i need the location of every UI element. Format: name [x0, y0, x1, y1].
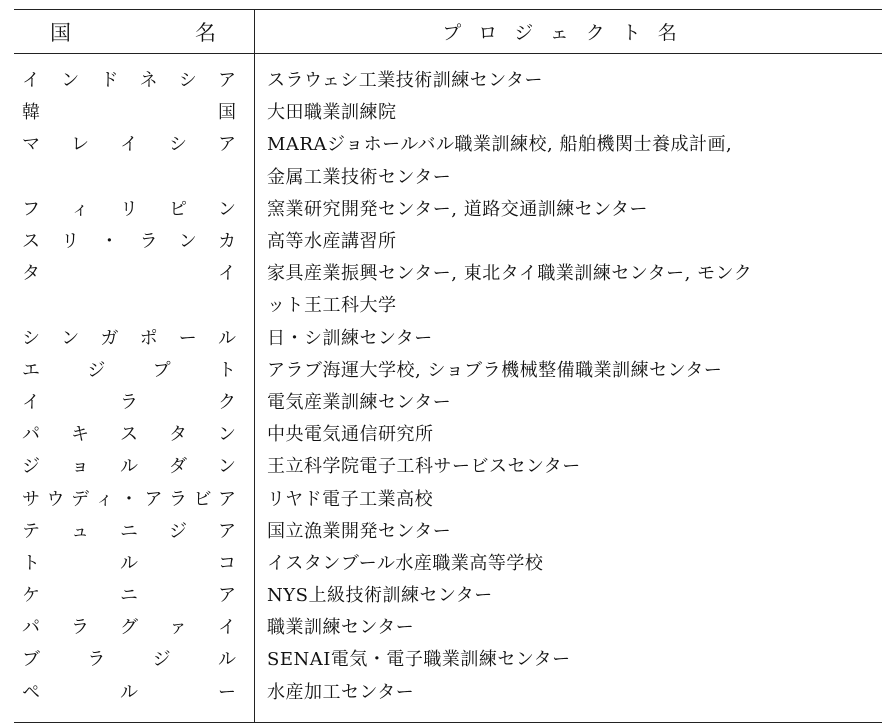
header-country-char: 国	[50, 20, 71, 45]
country-char: ス	[120, 424, 138, 446]
project-cell: ット王工科大学	[267, 295, 397, 317]
country-char: ・	[120, 488, 138, 510]
country-char: リ	[120, 198, 138, 220]
country-char: イ	[120, 134, 138, 156]
country-char: ア	[217, 70, 236, 92]
table-row	[14, 224, 882, 256]
country-char: 国	[218, 102, 236, 124]
table-row	[14, 256, 882, 288]
project-cell: 王立科学院電子工科サービスセンター	[267, 456, 581, 478]
country-char: ー	[218, 681, 236, 703]
table-row	[14, 449, 882, 481]
country-cell	[22, 675, 236, 707]
project-cell: NYS上級技術訓練センター	[267, 585, 493, 607]
country-char: ・	[100, 231, 119, 253]
table-row	[14, 127, 882, 159]
table-row	[14, 578, 882, 610]
table-row	[14, 63, 882, 95]
country-char: ン	[218, 424, 236, 446]
country-char: テ	[22, 520, 40, 542]
country-char: カ	[217, 231, 236, 253]
country-cell	[22, 417, 236, 449]
project-cell: 家具産業振興センター, 東北タイ職業訓練センター, モンク	[267, 263, 753, 285]
project-cell: 中央電気通信研究所	[267, 424, 434, 446]
country-char: ー	[178, 327, 197, 349]
country-char: ル	[217, 649, 236, 671]
table-row	[14, 417, 882, 449]
country-cell	[22, 449, 236, 481]
country-char: ペ	[22, 681, 40, 703]
country-cell	[22, 95, 236, 127]
country-char: イ	[218, 617, 236, 639]
header-project: プロジェクト名	[442, 22, 694, 44]
country-char: ク	[218, 391, 236, 413]
country-cell	[22, 192, 236, 224]
country-char: ジ	[169, 520, 187, 542]
country-char: イ	[22, 70, 40, 92]
project-cell: MARAジョホールバル職業訓練校, 船舶機関士養成計画,	[267, 134, 733, 156]
country-char: ア	[218, 520, 236, 542]
country-cell	[22, 63, 236, 95]
country-char: ト	[22, 552, 40, 574]
country-char: ビ	[193, 488, 212, 510]
country-cell	[22, 321, 236, 353]
table-body	[14, 63, 882, 707]
country-char: ン	[218, 198, 236, 220]
country-char: ル	[120, 456, 138, 478]
table-row	[14, 610, 882, 642]
table-row	[14, 353, 882, 385]
country-char: ョ	[71, 456, 89, 478]
country-char: フ	[22, 198, 40, 220]
country-char: タ	[169, 424, 187, 446]
country-char: ァ	[169, 617, 187, 639]
country-char: ニ	[120, 585, 138, 607]
country-char: ド	[100, 70, 119, 92]
country-char: サ	[22, 488, 40, 510]
country-char: ラ	[87, 649, 106, 671]
table-row	[14, 546, 882, 578]
country-char: ン	[61, 327, 80, 349]
table-row	[14, 481, 882, 513]
country-char: ガ	[100, 327, 119, 349]
country-char: タ	[22, 263, 40, 285]
table-row	[14, 675, 882, 707]
country-char: マ	[22, 134, 40, 156]
project-cell: 水産加工センター	[267, 681, 415, 703]
country-char: ィ	[71, 198, 89, 220]
country-char: イ	[22, 391, 40, 413]
table-header	[14, 10, 882, 54]
country-char: ル	[120, 681, 138, 703]
country-cell	[22, 256, 236, 288]
country-char: ン	[218, 456, 236, 478]
country-char: ジ	[22, 456, 40, 478]
country-char: ジ	[87, 359, 106, 381]
country-char: シ	[169, 134, 187, 156]
country-char: シ	[178, 70, 197, 92]
country-char: ウ	[46, 488, 65, 510]
table-row	[14, 192, 882, 224]
country-char: エ	[22, 359, 40, 381]
country-char: ィ	[95, 488, 114, 510]
country-cell	[22, 610, 236, 642]
country-cell	[22, 642, 236, 674]
header-country-char: 名	[195, 20, 216, 45]
country-char: ュ	[71, 520, 89, 542]
country-cell	[22, 514, 236, 546]
project-cell: スラウェシ工業技術訓練センター	[267, 70, 544, 92]
country-char: ポ	[139, 327, 158, 349]
country-char: ラ	[71, 617, 89, 639]
country-char: ラ	[169, 488, 187, 510]
table-row	[14, 160, 882, 192]
country-char: イ	[218, 263, 236, 285]
country-char: ル	[120, 552, 138, 574]
header-country	[14, 10, 254, 53]
country-cell	[22, 127, 236, 159]
country-cell	[22, 481, 236, 513]
country-char: レ	[71, 134, 89, 156]
country-char: コ	[218, 552, 236, 574]
table-row	[14, 514, 882, 546]
table-row	[14, 385, 882, 417]
country-char: デ	[71, 488, 89, 510]
project-cell: イスタンブール水産職業高等学校	[267, 552, 544, 574]
country-cell	[22, 353, 236, 385]
projects-table	[14, 9, 882, 723]
country-char: グ	[120, 617, 138, 639]
country-char: 韓	[22, 102, 40, 124]
country-cell	[22, 546, 236, 578]
country-char: ア	[218, 488, 236, 510]
country-char: ル	[217, 327, 236, 349]
country-char: シ	[22, 327, 40, 349]
country-char: ラ	[139, 231, 158, 253]
country-char: ン	[61, 70, 80, 92]
project-cell: リヤド電子工業高校	[267, 488, 434, 510]
country-char: リ	[61, 231, 80, 253]
project-cell: 金属工業技術センター	[267, 166, 452, 188]
table-row	[14, 642, 882, 674]
country-char: ス	[22, 231, 40, 253]
country-char: ケ	[22, 585, 40, 607]
country-char: キ	[71, 424, 89, 446]
project-cell: 職業訓練センター	[267, 617, 415, 639]
country-char: ネ	[139, 70, 158, 92]
country-char: ピ	[169, 198, 187, 220]
country-char: ラ	[120, 391, 138, 413]
country-char: ト	[217, 359, 236, 381]
country-char: ニ	[120, 520, 138, 542]
country-cell	[22, 385, 236, 417]
country-char: ダ	[169, 456, 187, 478]
project-cell: 大田職業訓練院	[267, 102, 397, 124]
project-cell: 国立漁業開発センター	[267, 520, 452, 542]
country-char: ア	[218, 585, 236, 607]
country-char: ン	[178, 231, 197, 253]
project-cell: アラブ海運大学校, ショブラ機械整備職業訓練センター	[267, 359, 723, 381]
country-cell	[22, 578, 236, 610]
project-cell: 日・シ訓練センター	[267, 327, 433, 349]
project-cell: 窯業研究開発センター, 道路交通訓練センター	[267, 198, 649, 220]
country-char: ア	[144, 488, 163, 510]
country-char: パ	[22, 424, 40, 446]
project-cell: 電気産業訓練センター	[267, 391, 452, 413]
country-char: パ	[22, 617, 40, 639]
project-cell: 高等水産講習所	[267, 231, 397, 253]
country-char: ジ	[152, 649, 171, 671]
project-cell: SENAI電気・電子職業訓練センター	[267, 649, 571, 671]
country-char: ア	[218, 134, 236, 156]
country-char: プ	[152, 359, 171, 381]
table-row	[14, 288, 882, 320]
table-row	[14, 321, 882, 353]
table-row	[14, 95, 882, 127]
country-char: ブ	[22, 649, 40, 671]
country-cell	[22, 224, 236, 256]
